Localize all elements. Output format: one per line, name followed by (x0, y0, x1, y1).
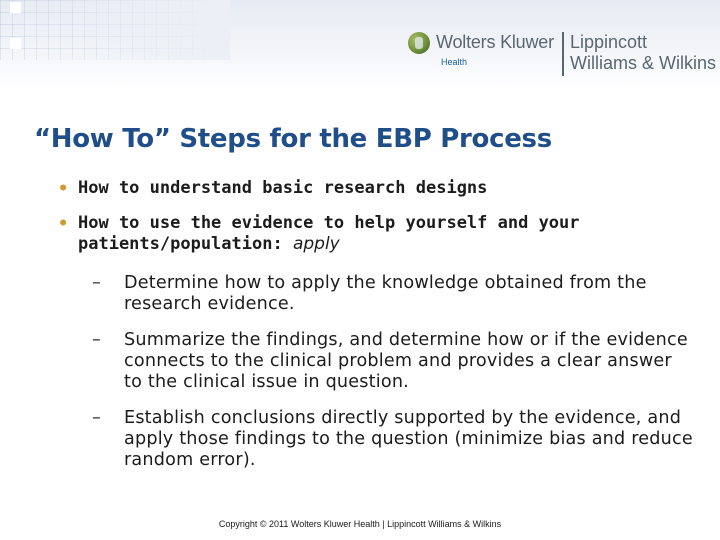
sub-item (82, 408, 694, 471)
bullet-dot-icon: • (58, 214, 69, 234)
logo-divider (562, 32, 564, 76)
decorative-square (10, 2, 21, 13)
bullet-text: How to understand basic research designs (78, 178, 488, 198)
dash-marker: – (92, 408, 101, 428)
bullet-item (54, 178, 694, 199)
bullet-text: How to use the evidence to help yourself and your patients/population: (78, 213, 580, 254)
sub-item-text: Determine how to apply the knowledge obtained from the research evidence. (124, 273, 647, 314)
sub-list (82, 273, 694, 471)
bullet-dot-icon: • (58, 179, 69, 199)
partner-name (570, 32, 716, 74)
sub-item-text: Establish conclusions directly supported by the evidence, and apply those findings to the question (minimize bias and reduce random error). (124, 408, 693, 470)
sub-item (82, 330, 694, 393)
partner-line-2: Williams & Wilkins (570, 53, 716, 73)
slide-content (54, 178, 694, 486)
bullet-item (54, 213, 694, 255)
decorative-square (10, 38, 21, 49)
dash-marker: – (92, 273, 101, 293)
dash-marker: – (92, 330, 101, 350)
sub-item-text: Summarize the findings, and determine how or if the evidence connects to the clinical problem and provides a clear answer to the clinical issue in question. (124, 330, 688, 392)
brand-name: Wolters Kluwer (436, 32, 554, 52)
header-grid-pattern (0, 0, 230, 60)
partner-line-1: Lippincott (570, 32, 648, 52)
bullet-emphasis: apply (292, 234, 340, 254)
globe-logo-icon (408, 32, 430, 54)
slide-title: “How To” Steps for the EBP Process (34, 124, 552, 154)
copyright-footer: Copyright © 2011 Wolters Kluwer Health | Lippincott Williams & Wilkins (218, 519, 502, 529)
sub-item (82, 273, 694, 315)
brand-sub: Health (441, 57, 468, 67)
